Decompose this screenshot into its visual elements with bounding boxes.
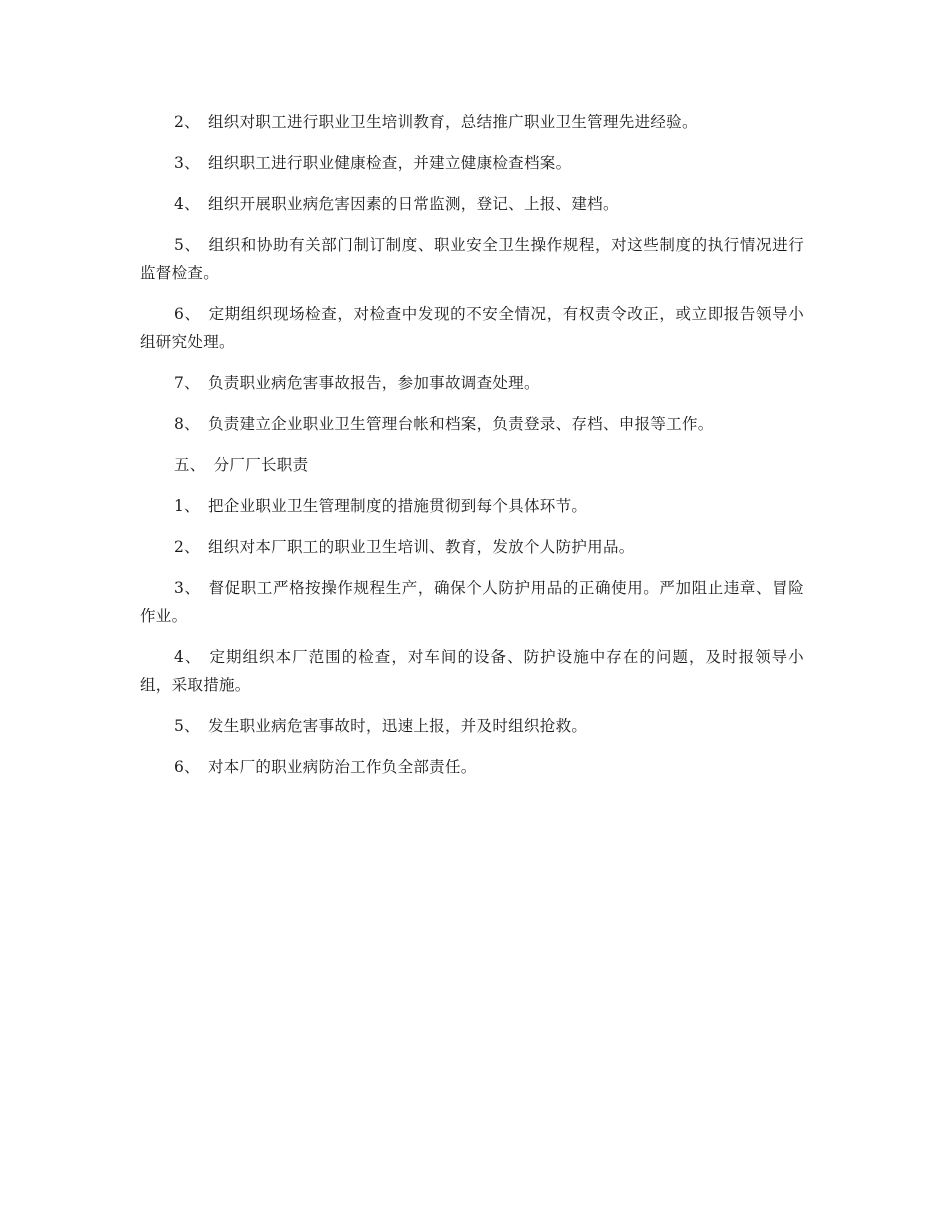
item-text: 督促职工严格按操作规程生产，确保个人防护用品的正确使用。严加阻止违章、冒险作业。 bbox=[140, 579, 805, 625]
list-item bbox=[140, 108, 804, 136]
document-page bbox=[140, 108, 804, 794]
list-item bbox=[140, 300, 804, 356]
item-number: 4、 bbox=[174, 195, 200, 213]
item-text: 把企业职业卫生管理制度的措施贯彻到每个具体环节。 bbox=[207, 497, 588, 515]
list-item bbox=[140, 492, 804, 520]
item-text: 负责职业病危害事故报告，参加事故调查处理。 bbox=[207, 374, 540, 392]
item-text: 对本厂的职业病防治工作负全部责任。 bbox=[207, 758, 477, 776]
item-text: 组织和协助有关部门制订制度、职业安全卫生操作规程，对这些制度的执行情况进行监督检查。 bbox=[140, 236, 805, 282]
list-item bbox=[140, 149, 804, 177]
list-item bbox=[140, 533, 804, 561]
item-number: 6、 bbox=[174, 758, 200, 776]
item-number: 4、 bbox=[174, 648, 202, 666]
item-text: 组织对职工进行职业卫生培训教育，总结推广职业卫生管理先进经验。 bbox=[207, 113, 698, 131]
item-number: 3、 bbox=[174, 579, 201, 597]
list-item bbox=[140, 410, 804, 438]
item-number: 7、 bbox=[174, 374, 200, 392]
list-item bbox=[140, 574, 804, 630]
item-number: 5、 bbox=[174, 236, 201, 254]
item-text: 组织职工进行职业健康检查，并建立健康检查档案。 bbox=[207, 154, 572, 172]
list-item bbox=[140, 231, 804, 287]
item-text: 定期组织本厂范围的检查，对车间的设备、防护设施中存在的问题，及时报领导小组，采取措施。 bbox=[140, 648, 804, 694]
item-text: 组织开展职业病危害因素的日常监测，登记、上报、建档。 bbox=[207, 195, 619, 213]
item-number: 6、 bbox=[174, 305, 201, 323]
item-text: 发生职业病危害事故时，迅速上报，并及时组织抢救。 bbox=[207, 717, 588, 735]
item-text: 负责建立企业职业卫生管理台帐和档案，负责登录、存档、申报等工作。 bbox=[207, 415, 714, 433]
section-heading bbox=[140, 451, 804, 479]
list-item bbox=[140, 753, 804, 781]
item-number: 3、 bbox=[174, 154, 200, 172]
item-number: 1、 bbox=[174, 497, 200, 515]
item-number: 8、 bbox=[174, 415, 200, 433]
list-item bbox=[140, 369, 804, 397]
item-number: 2、 bbox=[174, 113, 200, 131]
list-item bbox=[140, 643, 804, 699]
section-heading-text: 分厂厂长职责 bbox=[213, 456, 309, 474]
item-text: 组织对本厂职工的职业卫生培训、教育，发放个人防护用品。 bbox=[207, 538, 635, 556]
list-item bbox=[140, 190, 804, 218]
item-number: 5、 bbox=[174, 717, 200, 735]
list-item bbox=[140, 712, 804, 740]
item-number: 2、 bbox=[174, 538, 200, 556]
item-text: 定期组织现场检查，对检查中发现的不安全情况，有权责令改正，或立即报告领导小组研究处理。 bbox=[140, 305, 805, 351]
section-heading-number: 五、 bbox=[174, 456, 206, 474]
